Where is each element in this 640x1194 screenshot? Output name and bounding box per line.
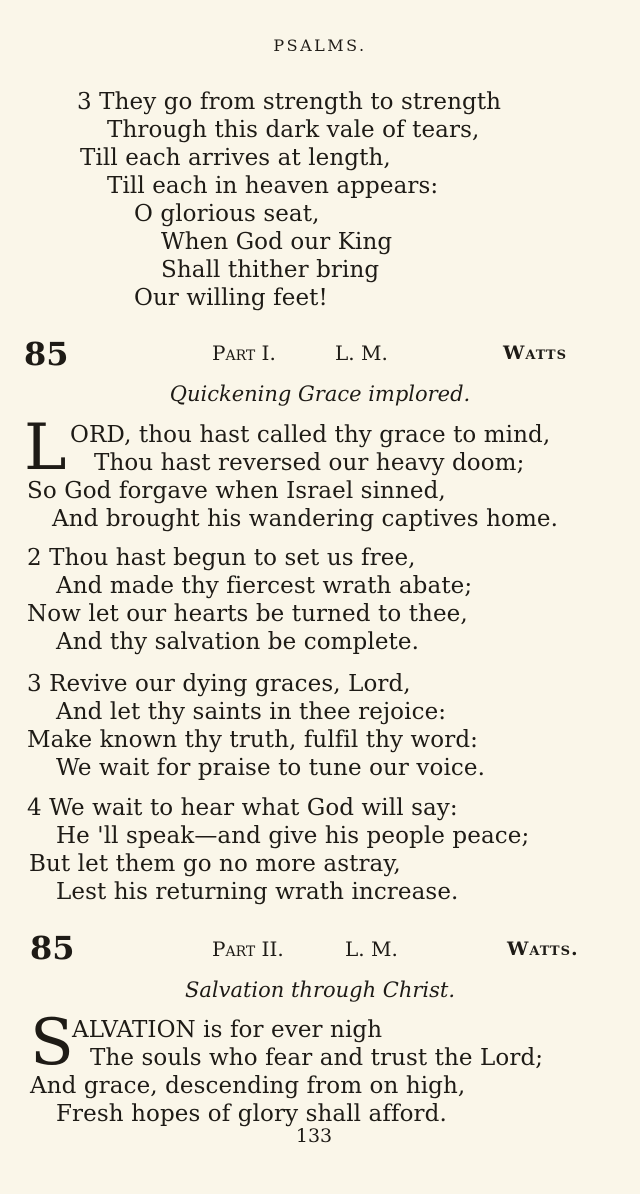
hymn-meter: L. M. <box>345 937 398 961</box>
verse-line: And thy salvation be complete. <box>56 629 420 655</box>
verse-line: Now let our hearts be turned to thee, <box>27 601 468 627</box>
verse-line: Our willing feet! <box>134 285 328 311</box>
page-number: 133 <box>295 1125 333 1147</box>
verse-line: When God our King <box>161 229 393 255</box>
verse-line: Thou hast reversed our heavy doom; <box>94 450 525 476</box>
verse-line: The souls who fear and trust the Lord; <box>90 1045 544 1071</box>
hymn-number: 85 <box>24 335 69 373</box>
hymn-author: Watts. <box>507 938 579 960</box>
hymn-title: Quickening Grace implored. <box>169 382 471 406</box>
verse-line: But let them go no more astray, <box>29 851 401 877</box>
drop-cap: S <box>30 1006 74 1080</box>
verse-line: We wait for praise to tune our voice. <box>56 755 486 781</box>
verse-line: Shall thither bring <box>161 257 380 283</box>
verse-line: ORD, thou hast called thy grace to mind, <box>70 422 551 448</box>
verse-line: Till each arrives at length, <box>80 145 391 171</box>
verse-line: Make known thy truth, fulfil thy word: <box>27 727 478 753</box>
verse-line: ALVATION is for ever nigh <box>72 1017 383 1043</box>
verse-line: And let thy saints in thee rejoice: <box>56 699 447 725</box>
verse-line: And brought his wandering captives home. <box>52 506 558 532</box>
verse-line: And made thy fiercest wrath abate; <box>56 573 473 599</box>
drop-cap: L <box>24 411 67 485</box>
verse-line: He 'll speak—and give his people peace; <box>56 823 530 849</box>
running-head: PSALMS. <box>273 36 367 55</box>
hymn-title: Salvation through Christ. <box>184 978 456 1002</box>
hymn-number: 85 <box>30 929 75 967</box>
verse-line: O glorious seat, <box>134 201 320 227</box>
verse-line: 3 Revive our dying graces, Lord, <box>27 671 411 697</box>
verse-line: 2 Thou hast begun to set us free, <box>27 545 416 571</box>
verse-line: Fresh hopes of glory shall afford. <box>56 1101 447 1127</box>
hymn-part: Part I. <box>212 341 276 365</box>
verse-line: Till each in heaven appears: <box>107 173 439 199</box>
verse-line: Through this dark vale of tears, <box>107 117 480 143</box>
verse-line: 3 They go from strength to strength <box>77 89 502 115</box>
verse-line: Lest his returning wrath increase. <box>56 879 459 905</box>
hymn-author: Watts <box>503 342 567 364</box>
hymn-meter: L. M. <box>335 341 388 365</box>
hymn-part: Part II. <box>212 937 284 961</box>
verse-line: So God forgave when Israel sinned, <box>27 478 446 504</box>
verse-line: 4 We wait to hear what God will say: <box>27 795 458 821</box>
verse-line: And grace, descending from on high, <box>30 1073 466 1099</box>
